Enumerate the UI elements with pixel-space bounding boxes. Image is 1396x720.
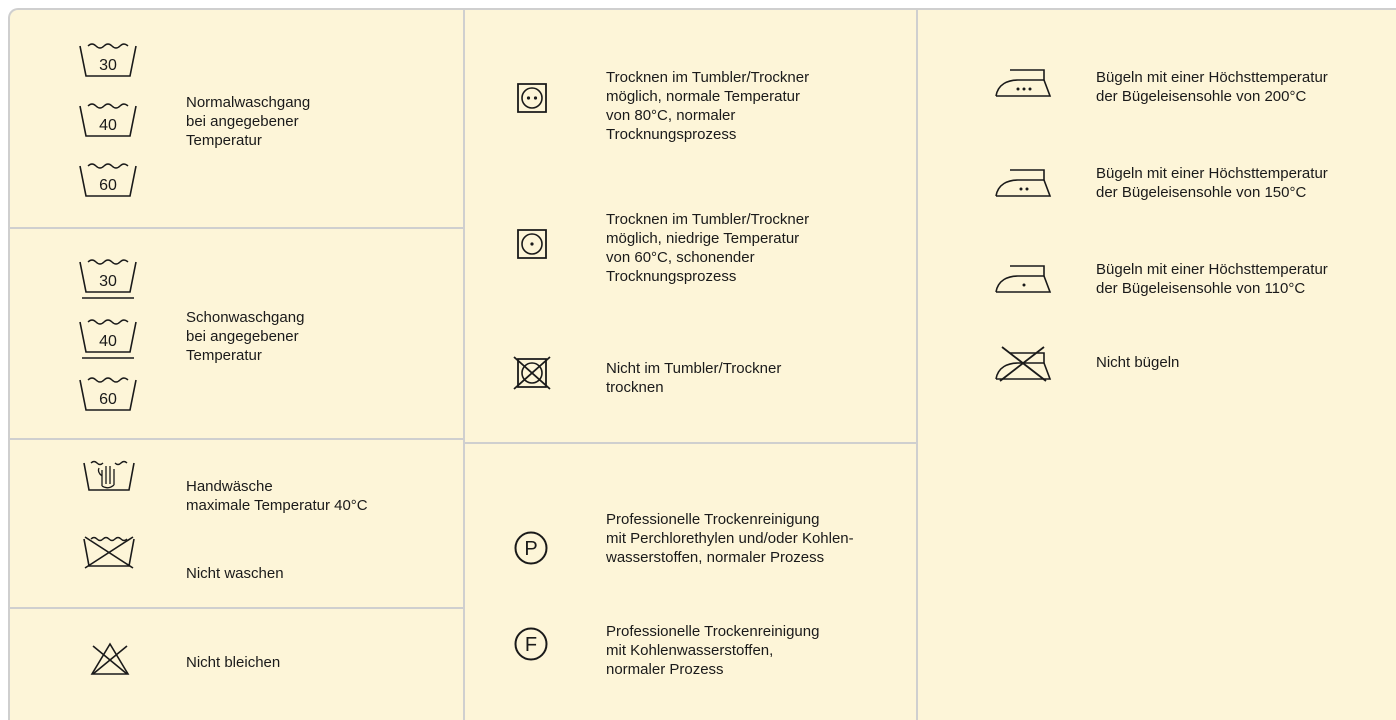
column-divider-1 (463, 10, 465, 720)
row-divider-wash-2 (10, 438, 463, 440)
no-iron-icon (994, 346, 1052, 382)
tumble-dry-low-icon (516, 228, 548, 260)
cleaning-letter: F (524, 634, 538, 656)
tumble-dry-low-text: Trocknen im Tumbler/Trockner möglich, niedrige Temperatur von 60°C, schonender Trocknungsprozess (606, 211, 810, 285)
wash-temp-label: 30 (99, 273, 117, 290)
no-tumble-dry-text: Nicht im Tumbler/Trockner trocknen (606, 360, 782, 396)
iron-150-icon (994, 168, 1052, 198)
normal-wash-text: Normalwaschgang bei angegebener Temperatur (186, 94, 311, 149)
no-iron-text: Nicht bügeln (1096, 354, 1180, 371)
column-divider-2 (916, 10, 918, 720)
wash-tub-40-icon (78, 100, 138, 140)
no-bleach-text: Nicht bleichen (186, 654, 281, 671)
hand-wash-text: Handwäsche maximale Temperatur 40°C (186, 478, 368, 514)
professional-cleaning-p-icon (513, 530, 549, 566)
row-divider-wash-1 (10, 227, 463, 229)
iron-150-text: Bügeln mit einer Höchsttemperatur der Bügeleisensohle von 150°C (1096, 165, 1328, 201)
iron-200-text: Bügeln mit einer Höchsttemperatur der Bügeleisensohle von 200°C (1096, 69, 1328, 105)
gentle-wash-60-icon (78, 374, 138, 420)
gentle-wash-30-icon (78, 256, 138, 302)
gentle-wash-40-icon (78, 316, 138, 362)
professional-cleaning-p-text: Professionelle Trockenreinigung mit Perchlorethylen und/oder Kohlen- wasserstoffen, normaler Prozess (606, 511, 854, 566)
wash-temp-label: 30 (99, 57, 117, 74)
hand-wash-icon (82, 458, 136, 494)
row-divider-dry (465, 442, 916, 444)
iron-110-text: Bügeln mit einer Höchsttemperatur der Bügeleisensohle von 110°C (1096, 261, 1328, 297)
wash-temp-label: 40 (99, 333, 117, 350)
no-tumble-dry-icon (512, 356, 552, 390)
wash-tub-30-icon (78, 40, 138, 80)
wash-temp-label: 40 (99, 117, 117, 134)
no-wash-text: Nicht waschen (186, 565, 284, 582)
wash-temp-label: 60 (99, 177, 117, 194)
wash-temp-label: 60 (99, 391, 117, 408)
row-divider-wash-3 (10, 607, 463, 609)
care-symbols-panel (8, 8, 1396, 720)
iron-200-icon (994, 68, 1052, 98)
cleaning-letter: P (524, 538, 538, 560)
tumble-dry-normal-icon (516, 82, 548, 114)
tumble-dry-normal-text: Trocknen im Tumbler/Trockner möglich, normale Temperatur von 80°C, normaler Trocknungsprozess (606, 69, 810, 143)
no-wash-icon (82, 534, 136, 570)
no-bleach-icon (90, 642, 130, 676)
gentle-wash-text: Schonwaschgang bei angegebener Temperatur (186, 309, 305, 364)
professional-cleaning-f-text: Professionelle Trockenreinigung mit Kohlenwasserstoffen, normaler Prozess (606, 623, 820, 678)
professional-cleaning-f-icon (513, 626, 549, 662)
iron-110-icon (994, 264, 1052, 294)
wash-tub-60-icon (78, 160, 138, 200)
